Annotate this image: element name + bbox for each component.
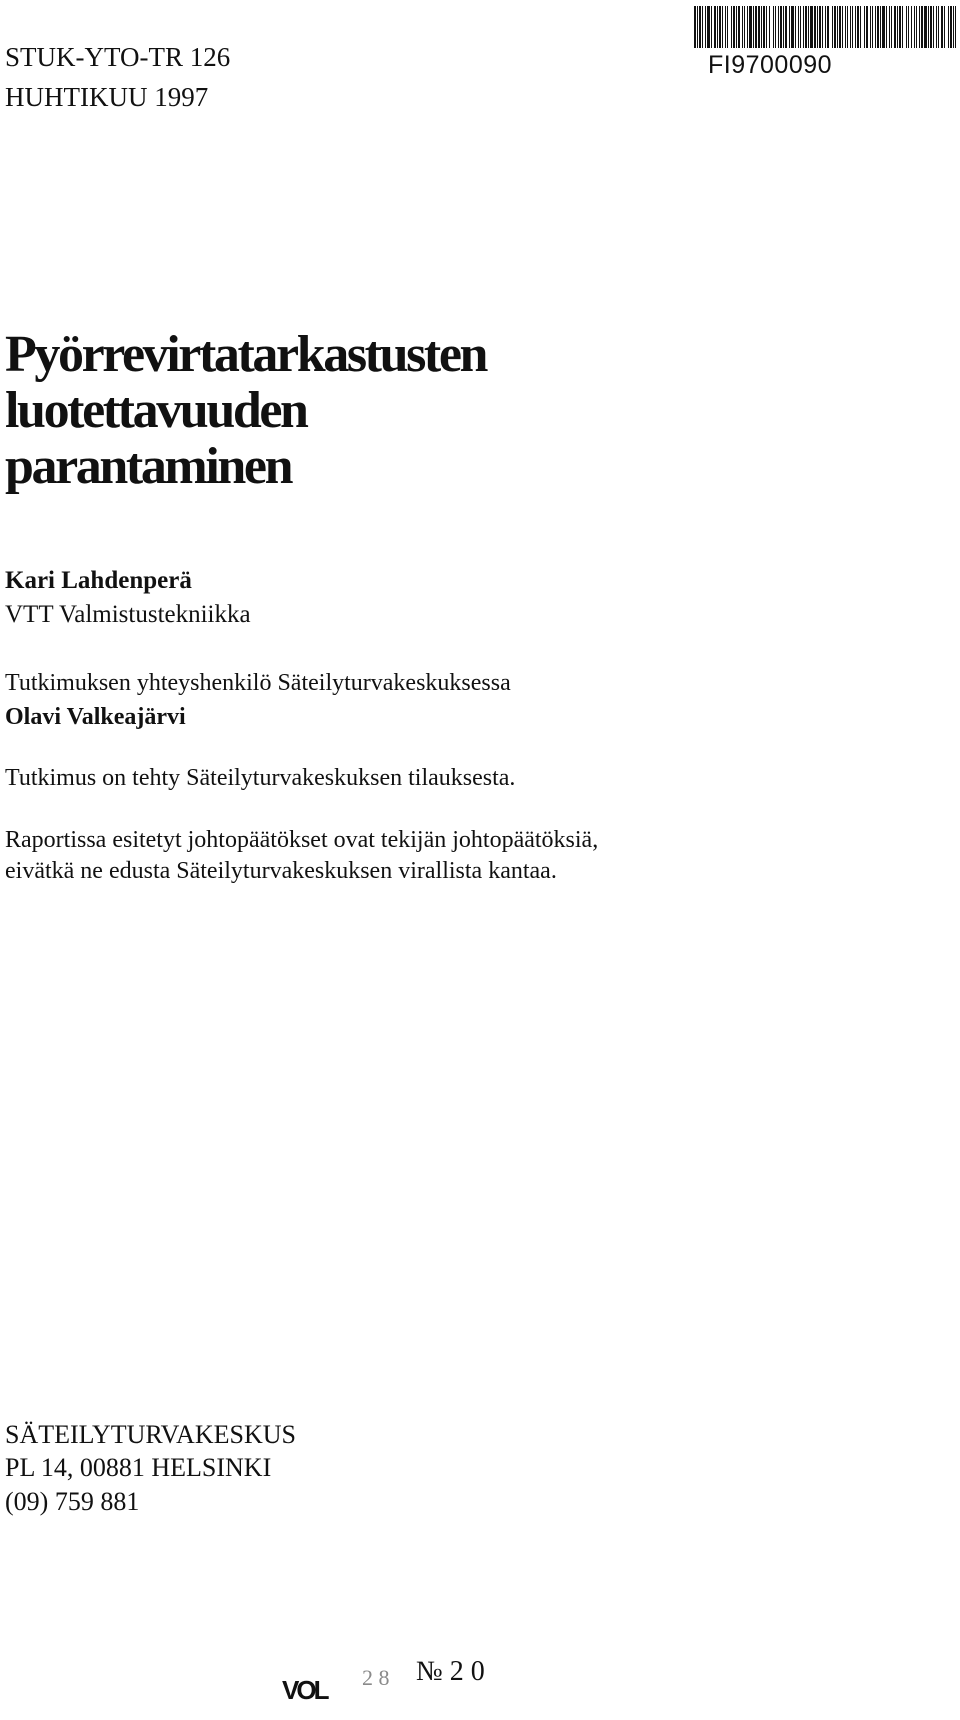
barcode-bar bbox=[902, 6, 903, 48]
barcode-bar bbox=[837, 6, 838, 48]
barcode-bar bbox=[699, 6, 701, 48]
barcode-bar bbox=[808, 6, 809, 48]
barcode-bar bbox=[798, 6, 799, 48]
barcode-bar bbox=[866, 6, 868, 48]
barcode-bar bbox=[870, 6, 871, 48]
barcode-number: FI9700090 bbox=[708, 51, 833, 79]
barcode-bar bbox=[749, 6, 752, 48]
barcode-bar bbox=[839, 6, 841, 48]
barcode-bar bbox=[819, 6, 821, 48]
barcode-bar bbox=[908, 6, 909, 48]
barcode-bar bbox=[852, 6, 853, 48]
title-line-2: luotettavuuden bbox=[5, 382, 307, 439]
barcode-bar bbox=[897, 6, 898, 48]
barcode-bar bbox=[817, 6, 818, 48]
barcode-bar bbox=[825, 6, 826, 48]
barcode-bar bbox=[800, 6, 801, 48]
barcode-bar bbox=[845, 6, 846, 48]
barcode-image bbox=[694, 6, 956, 48]
author-affiliation: VTT Valmistustekniikka bbox=[5, 601, 251, 628]
contact-name: Olavi Valkeajärvi bbox=[5, 704, 186, 730]
barcode-bar bbox=[875, 6, 876, 48]
barcode-bar bbox=[803, 6, 804, 48]
barcode-bar bbox=[880, 6, 881, 48]
barcode-bar bbox=[930, 6, 932, 48]
barcode-bar bbox=[789, 6, 790, 48]
publisher-phone: (09) 759 881 bbox=[5, 1487, 140, 1516]
barcode-bar bbox=[707, 6, 710, 48]
barcode-bar bbox=[731, 6, 732, 48]
report-date: HUHTIKUU 1997 bbox=[5, 82, 209, 112]
barcode-bar bbox=[847, 6, 848, 48]
barcode-bar bbox=[773, 6, 774, 48]
barcode-bar bbox=[864, 6, 865, 48]
barcode-bar bbox=[827, 6, 829, 48]
barcode-bar bbox=[761, 6, 762, 48]
report-id: STUK-YTO-TR 126 bbox=[5, 42, 231, 72]
title-line-1: Pyörrevirtatarkastusten bbox=[5, 326, 487, 383]
barcode-bar bbox=[722, 6, 723, 48]
disclaimer-line-2: eivätkä ne edusta Säteilyturvakeskuksen virallista kantaa. bbox=[5, 858, 557, 884]
barcode-bar bbox=[891, 6, 892, 48]
barcode-bar bbox=[872, 6, 873, 48]
stamp-vol: VOL bbox=[282, 1675, 327, 1705]
barcode-bar bbox=[921, 6, 923, 48]
barcode-bar bbox=[810, 6, 813, 48]
barcode-bar bbox=[928, 6, 929, 48]
barcode-bar bbox=[778, 6, 779, 48]
barcode-bar bbox=[889, 6, 890, 48]
barcode-bar bbox=[860, 6, 861, 48]
barcode-bar bbox=[894, 6, 896, 48]
barcode-bar bbox=[753, 6, 754, 48]
barcode-bar bbox=[805, 6, 807, 48]
barcode-bar bbox=[791, 6, 794, 48]
barcode-bar bbox=[877, 6, 879, 48]
barcode-bar bbox=[758, 6, 760, 48]
barcode-bar bbox=[780, 6, 782, 48]
barcode-bar bbox=[694, 6, 696, 48]
publisher-address: PL 14, 00881 HELSINKI bbox=[5, 1453, 272, 1482]
barcode-bar bbox=[733, 6, 735, 48]
barcode-bar bbox=[953, 6, 954, 48]
barcode-bar bbox=[886, 6, 887, 48]
barcode-bar bbox=[814, 6, 816, 48]
barcode-bar bbox=[924, 6, 927, 48]
barcode-bar bbox=[842, 6, 843, 48]
barcode-bar bbox=[933, 6, 934, 48]
barcode-bar bbox=[832, 6, 833, 48]
barcode-bar bbox=[916, 6, 917, 48]
stamp-faint-text: 2 8 bbox=[362, 1665, 390, 1690]
contact-label: Tutkimuksen yhteyshenkilö Säteilyturvakeskuksessa bbox=[5, 670, 511, 696]
barcode-bar bbox=[850, 6, 851, 48]
barcode-bar bbox=[717, 6, 718, 48]
title-line-3: parantaminen bbox=[5, 438, 292, 495]
barcode-bar bbox=[727, 6, 728, 48]
barcode-bar bbox=[719, 6, 721, 48]
barcode-bar bbox=[955, 6, 956, 48]
barcode-bar bbox=[855, 6, 856, 48]
publisher-name: SÄTEILYTURVAKESKUS bbox=[5, 1420, 296, 1449]
barcode-bar bbox=[899, 6, 901, 48]
disclaimer-line-1: Raportissa esitetyt johtopäätökset ovat tekijän johtopäätöksiä, bbox=[5, 827, 599, 853]
barcode-bar bbox=[755, 6, 757, 48]
barcode-bar bbox=[697, 6, 698, 48]
barcode-bar bbox=[747, 6, 748, 48]
barcode-bar bbox=[941, 6, 943, 48]
report-title bbox=[5, 327, 486, 495]
barcode-bar bbox=[948, 6, 949, 48]
barcode-bar bbox=[783, 6, 784, 48]
barcode-bar bbox=[911, 6, 912, 48]
barcode-bar bbox=[914, 6, 915, 48]
author-name: Kari Lahdenperä bbox=[5, 567, 192, 594]
barcode-bar bbox=[938, 6, 939, 48]
disclaimer bbox=[5, 825, 598, 887]
barcode-bar bbox=[702, 6, 703, 48]
barcode-bar bbox=[834, 6, 836, 48]
barcode-bar bbox=[775, 6, 776, 48]
barcode-bar bbox=[822, 6, 823, 48]
barcode-bar bbox=[738, 6, 740, 48]
barcode-bar bbox=[763, 6, 765, 48]
barcode-bar bbox=[742, 6, 743, 48]
barcode-bar bbox=[882, 6, 885, 48]
barcode-bar bbox=[795, 6, 796, 48]
barcode-bar bbox=[906, 6, 907, 48]
barcode-bar bbox=[705, 6, 706, 48]
barcode-bar bbox=[950, 6, 952, 48]
stamp-number: № 2 0 bbox=[416, 1656, 485, 1687]
barcode-bar bbox=[769, 6, 770, 48]
barcode-bar bbox=[711, 6, 712, 48]
barcode-bar bbox=[936, 6, 937, 48]
commission-note: Tutkimus on tehty Säteilyturvakeskuksen tilauksesta. bbox=[5, 765, 516, 791]
barcode-bar bbox=[736, 6, 737, 48]
barcode-bar bbox=[857, 6, 859, 48]
barcode-bar bbox=[944, 6, 945, 48]
barcode-bar bbox=[744, 6, 745, 48]
barcode-bar bbox=[714, 6, 716, 48]
barcode-bar bbox=[785, 6, 787, 48]
barcode-bar bbox=[766, 6, 767, 48]
barcode-bar bbox=[725, 6, 726, 48]
barcode-bar bbox=[919, 6, 920, 48]
